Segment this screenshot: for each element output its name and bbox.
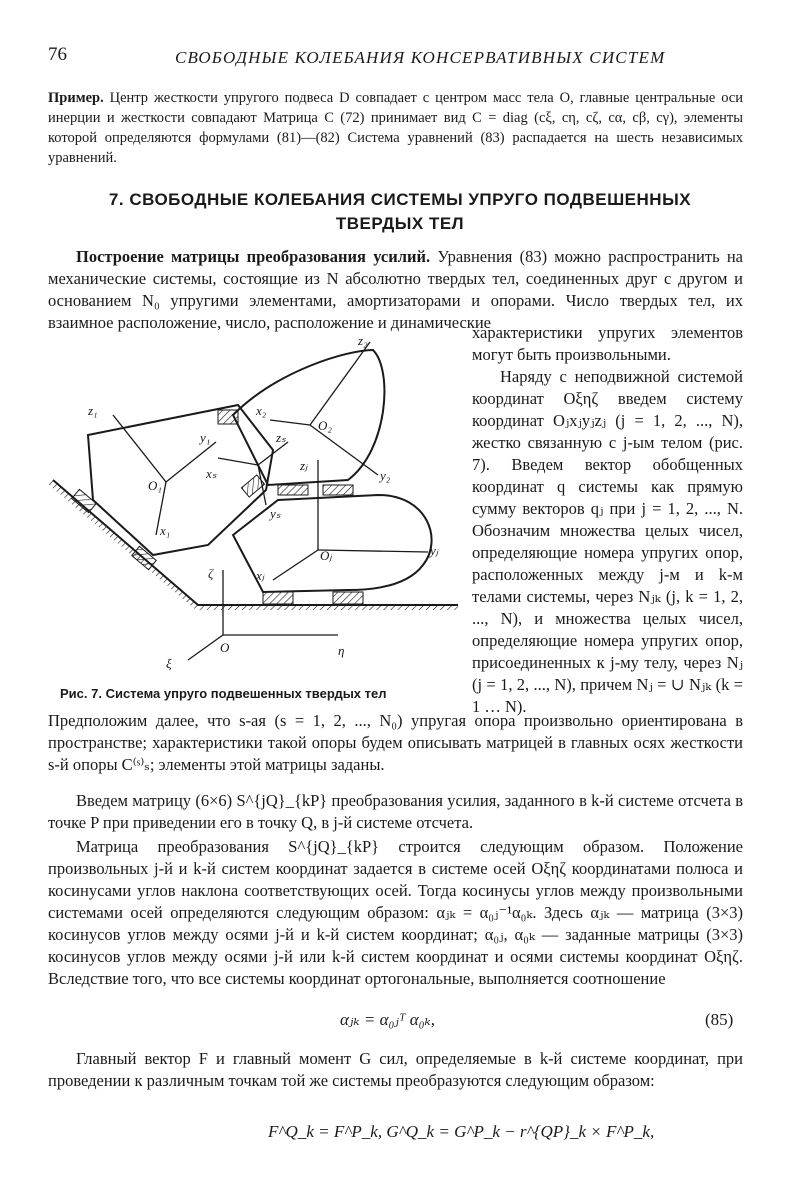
spring-supports xyxy=(72,410,363,604)
paragraph-1-lead: Построение матрицы преобразования усилий. xyxy=(76,247,431,266)
right-column-text xyxy=(472,322,743,718)
label-yj: yⱼ xyxy=(430,543,439,558)
label-z2: z₂ xyxy=(358,333,368,348)
global-axes xyxy=(188,570,338,660)
label-ys: yₛ xyxy=(270,506,281,521)
figure-7-diagram xyxy=(48,330,468,680)
example-text: Центр жесткости упругого подвеса D совпадает с центром масс тела O, главные центральные оси инерции и жесткости совпадают Матрица C (72) принимает вид C = diag (cξ, cη, cζ, cα, cβ, cγ), элементы которой определяются формулами (81)—(82) Система уравнений (83) распадается на шесть независимых уравнений. xyxy=(48,90,743,166)
label-x1: x₁ xyxy=(160,523,171,538)
label-y2: y₂ xyxy=(380,468,391,483)
body-2-axes xyxy=(270,342,378,475)
section-heading-line1: 7. СВОБОДНЫЕ КОЛЕБАНИЯ СИСТЕМЫ УПРУГО ПОДВЕШЕННЫХ xyxy=(108,190,692,209)
paragraph-1-text: Уравнения (83) можно распространить на механические системы, состоящие из N абсолютно твердых тел, соединенных друг с другом и основанием N₀ упругими элементами, амортизаторами и опорами. Число твердых тел, их взаимное расположение, число, расположение и динамические xyxy=(48,247,743,332)
label-xj: xⱼ xyxy=(256,568,265,583)
figure-caption: Рис. 7. Система упруго подвешенных твердых тел xyxy=(60,686,387,701)
label-eta: η xyxy=(338,643,345,658)
label-o2: O₂ xyxy=(318,418,332,433)
support-s-axes xyxy=(218,442,288,505)
label-o1: O₁ xyxy=(148,478,162,493)
formula-86: F^Q_k = F^P_k, G^Q_k = G^P_k − r^{QP}_k × F^P_k, xyxy=(268,1122,655,1141)
label-oj: Oⱼ xyxy=(320,548,332,563)
label-x2: x₂ xyxy=(256,403,267,418)
formula-85: αⱼₖ = α₀ⱼᵀ α₀ₖ, xyxy=(340,1010,436,1029)
paragraph-2: Предположим далее, что s-ая (s = 1, 2, ..., N₀) упругая опора произвольно ориентирована в пространстве; характеристики такой опоры будем описывать матрицей в главных осях жесткости s-й опоры C⁽ˢ⁾ₛ; элементы этой матрицы заданы. xyxy=(48,711,743,774)
example-lead: Пример. xyxy=(48,90,104,106)
label-o: O xyxy=(220,640,230,655)
formula-85-number: (85) xyxy=(705,1010,734,1029)
example-paragraph xyxy=(48,88,743,168)
label-zeta: ζ xyxy=(208,566,214,581)
label-xs: xₛ xyxy=(206,466,217,481)
body-1 xyxy=(88,405,273,555)
running-title: СВОБОДНЫЕ КОЛЕБАНИЯ КОНСЕРВАТИВНЫХ СИСТЕМ xyxy=(175,48,666,67)
label-zs: zₛ xyxy=(276,430,286,445)
section-heading-line2: ТВЕРДЫХ ТЕЛ xyxy=(335,214,465,233)
section-heading xyxy=(60,188,740,236)
label-xi: ξ xyxy=(166,656,172,671)
right-column-text-1: характеристики упругих элементов могут быть произвольными. xyxy=(472,323,743,364)
label-z1: z₁ xyxy=(88,403,98,418)
paragraph-4: Матрица преобразования S^{jQ}_{kP} строится следующим образом. Положение произвольных j-й и k-й систем координат задается в системе осей Oξηζ координатами полюса и косинусами углов наклона соответствующих осей. Тогда косинусы углов между произвольными системами осей определяются следующим образом: αⱼₖ = α₀ⱼ⁻¹α₀ₖ. Здесь αⱼₖ — матрица (3×3) косинусов углов между осями j-й и k-й систем координат; α₀ⱼ, α₀ₖ — заданные матрицы (3×3) косинусов углов между осями j-й или k-й систем координат и осями системы координат Oξηζ. Вследствие того, что все системы координат ортогональные, выполняется соотношение xyxy=(48,837,743,988)
label-y1: y₁ xyxy=(200,430,211,445)
label-zj: zⱼ xyxy=(300,458,308,473)
right-column-text-2: Наряду с неподвижной системой координат Oξηζ введем систему координат Oⱼxⱼyⱼzⱼ (j = 1, 2, ..., N), жестко связанную с j-ым телом (рис. 7). Введем вектор обобщенных координат q системы как прямую сумму векторов qⱼ при j = 1, 2, ..., N. Обозначим множества целых чисел, определяющие номера упругих опор, расположенных между j-м и k-м телами системы, через Nⱼₖ (j, k = 1, 2, ..., N), и множества целых чисел, определяющие номера упругих опор, присоединенных к j-му телу, через Nⱼ (j = 1, 2, ..., N), причем Nⱼ = ∪ Nⱼₖ (k = 1 … N). xyxy=(472,367,743,716)
page-number: 76 xyxy=(48,44,67,65)
ground xyxy=(48,480,458,610)
paragraph-5: Главный вектор F и главный момент G сил, определяемые в k-й системе координат, при проведении к различным точкам той же системы преобразуются следующим образом: xyxy=(48,1049,743,1090)
paragraph-3: Введем матрицу (6×6) S^{jQ}_{kP} преобразования усилия, заданного в k-й системе отсчета в точке P при приведении его в точку Q, в j-й системе отсчета. xyxy=(48,791,743,832)
paragraph-1 xyxy=(48,246,743,334)
